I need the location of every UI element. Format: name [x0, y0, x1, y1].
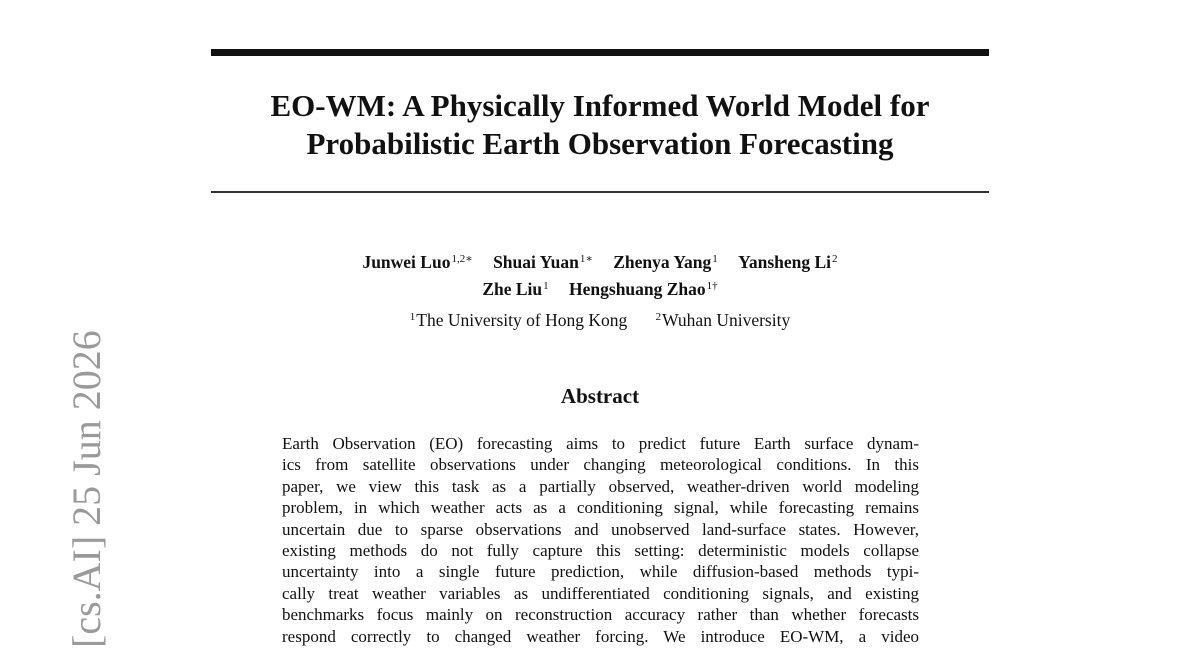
arxiv-stamp: [cs.AI] 25 Jun 2026	[64, 330, 109, 648]
abstract-line: ics from satellite observations under changing meteorological conditions. In this	[282, 455, 919, 475]
abstract-line: benchmarks focus mainly on reconstruction accuracy rather than whether forecasts	[282, 605, 919, 625]
author-name: Junwei Luo	[362, 252, 451, 272]
title-top-rule	[211, 49, 989, 56]
affiliation-list	[211, 305, 989, 332]
affiliation-name: The University of Hong Kong	[416, 310, 628, 330]
abstract-line: uncertainty into a single future prediction, while diffusion-based methods typi-	[282, 562, 919, 582]
affiliation	[656, 310, 791, 330]
abstract-line: problem, in which weather acts as a conditioning signal, while forecasting remains	[282, 498, 919, 518]
abstract-line: uncertain due to sparse observations and unobserved land-surface states. However,	[282, 519, 919, 539]
author-affiliation-mark: 1,2∗	[451, 253, 473, 265]
author-list	[211, 247, 989, 301]
author	[362, 252, 472, 272]
author-name: Zhenya Yang	[613, 252, 712, 272]
author-row	[211, 247, 989, 274]
abstract-body	[282, 433, 919, 647]
author-affiliation-mark: 1∗	[579, 253, 593, 265]
title-bottom-rule	[211, 191, 989, 193]
author-name: Shuai Yuan	[493, 252, 579, 272]
abstract-line: paper, we view this task as a partially observed, weather-driven world modeling	[282, 476, 919, 496]
affiliation-name: Wuhan University	[662, 310, 791, 330]
author	[738, 252, 837, 272]
affiliation-mark: 1	[409, 311, 416, 323]
title-line: EO-WM: A Physically Informed World Model for	[270, 88, 930, 123]
author-name: Yansheng Li	[738, 252, 832, 272]
abstract-line: respond correctly to changed weather forcing. We introduce EO-WM, a video	[282, 626, 919, 646]
author-affiliation-mark: 1	[712, 253, 718, 265]
author-affiliation-mark: 1	[543, 280, 549, 292]
author-affiliation-mark: 1†	[706, 280, 718, 292]
author	[493, 252, 593, 272]
author-row	[211, 274, 989, 301]
author	[482, 279, 548, 299]
author	[569, 279, 718, 299]
author	[613, 252, 718, 272]
abstract-heading: Abstract	[560, 384, 640, 408]
paper-title	[211, 87, 989, 163]
author-name: Zhe Liu	[482, 279, 543, 299]
author-name: Hengshuang Zhao	[569, 279, 706, 299]
abstract-line: Earth Observation (EO) forecasting aims to predict future Earth surface dynam-	[282, 434, 919, 453]
title-line: Probabilistic Earth Observation Forecasting	[306, 126, 894, 161]
affiliation	[410, 310, 627, 330]
abstract-line: existing methods do not fully capture this setting: deterministic models collapse	[282, 541, 919, 561]
affiliation-mark: 2	[655, 311, 662, 323]
author-affiliation-mark: 2	[832, 253, 838, 265]
abstract-line: cally treat weather variables as undifferentiated conditioning signals, and existing	[282, 583, 919, 603]
